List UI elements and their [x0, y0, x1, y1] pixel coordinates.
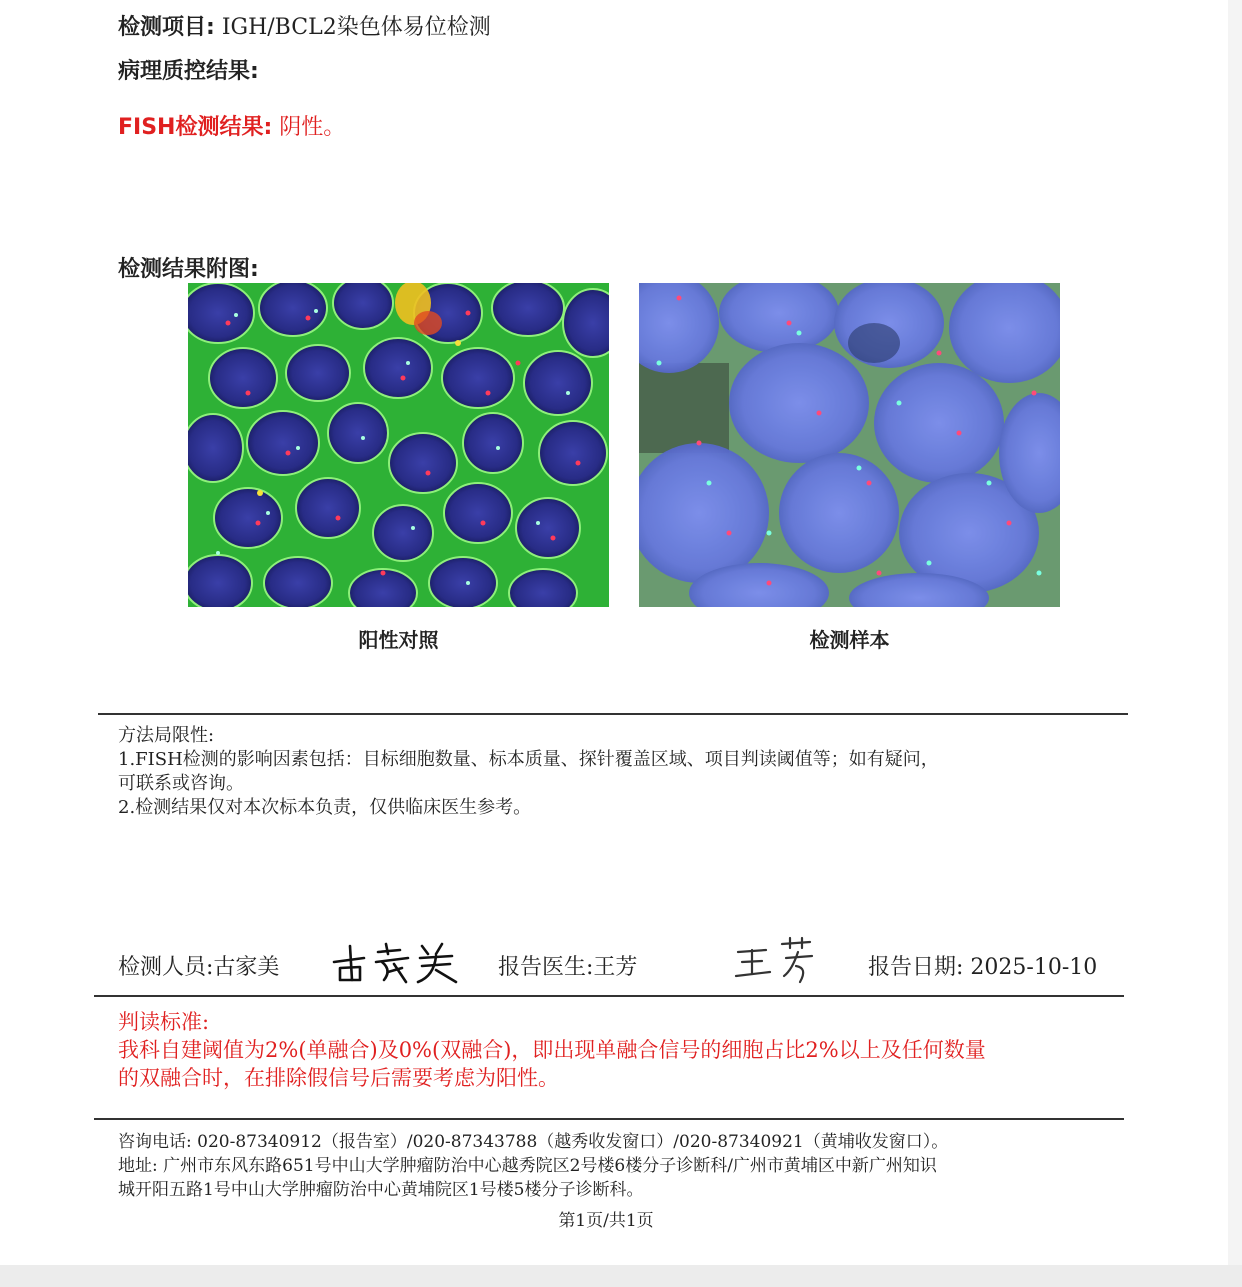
test-sample-image	[639, 283, 1060, 607]
criteria-line-1: 我科自建阈值为2%(单融合)及0%(双融合)，即出现单融合信号的细胞占比2%以上及任何数量	[118, 1038, 986, 1062]
positive-control-image	[188, 283, 609, 607]
right-margin-strip	[1228, 0, 1242, 1287]
page-number: 第1页/共1页	[558, 1211, 654, 1231]
report-date-label: 报告日期:	[868, 955, 964, 980]
method-limitations	[118, 724, 1078, 820]
test-item-value: IGH/BCL2染色体易位检测	[221, 15, 491, 40]
limitations-line-3: 2.检测结果仅对本次标本负责，仅供临床医生参考。	[118, 797, 532, 818]
doctor-field	[498, 950, 637, 981]
fish-result-label: FISH检测结果:	[118, 115, 273, 140]
test-item-row	[118, 10, 491, 41]
test-sample-caption: 检测样本	[809, 628, 890, 652]
signature-divider	[94, 995, 1124, 997]
doctor-label: 报告医生:	[498, 955, 594, 980]
test-item-label: 检测项目:	[118, 15, 215, 40]
doctor-signature	[732, 936, 822, 986]
report-date-field	[868, 950, 1097, 981]
address-line-1: 地址: 广州市东风东路651号中山大学肿瘤防治中心越秀院区2号楼6楼分子诊断科/广州市黄埔区中新广州知识	[118, 1156, 937, 1176]
tester-name: 古家美	[213, 955, 280, 980]
figure-title: 检测结果附图:	[118, 257, 259, 282]
tester-signature	[330, 940, 470, 986]
limits-divider	[98, 713, 1128, 715]
positive-control-micrograph	[188, 283, 609, 607]
limitations-line-1: 1.FISH检测的影响因素包括：目标细胞数量、标本质量、探针覆盖区域、项目判读阈值等；如有疑问，	[118, 749, 939, 770]
report-date-value: 2025-10-10	[970, 955, 1098, 980]
fish-result-row	[118, 110, 345, 141]
footer-divider	[94, 1118, 1124, 1120]
test-sample-micrograph	[639, 283, 1060, 607]
limitations-line-2: 可联系或咨询。	[118, 773, 244, 794]
criteria-line-2: 的双融合时，在排除假信号后需要考虑为阳性。	[118, 1066, 559, 1090]
pathology-qc-label: 病理质控结果:	[118, 59, 259, 84]
signature-row	[118, 942, 1118, 992]
limitations-title: 方法局限性:	[118, 725, 215, 746]
interpretation-criteria	[118, 1008, 1120, 1092]
bottom-margin-strip	[0, 1265, 1242, 1287]
tester-field	[118, 950, 279, 981]
tester-label: 检测人员:	[118, 955, 214, 980]
contact-footer	[118, 1130, 1120, 1202]
address-line-2: 城开阳五路1号中山大学肿瘤防治中心黄埔院区1号楼5楼分子诊断科。	[118, 1180, 644, 1200]
positive-control-caption: 阳性对照	[358, 628, 439, 652]
criteria-title: 判读标准:	[118, 1010, 210, 1034]
doctor-name: 王芳	[593, 955, 638, 980]
fish-result-value: 阴性。	[279, 115, 346, 140]
contact-phone: 咨询电话: 020-87340912（报告室）/020-87343788（越秀收发窗口）/020-87340921（黄埔收发窗口）。	[118, 1132, 949, 1152]
